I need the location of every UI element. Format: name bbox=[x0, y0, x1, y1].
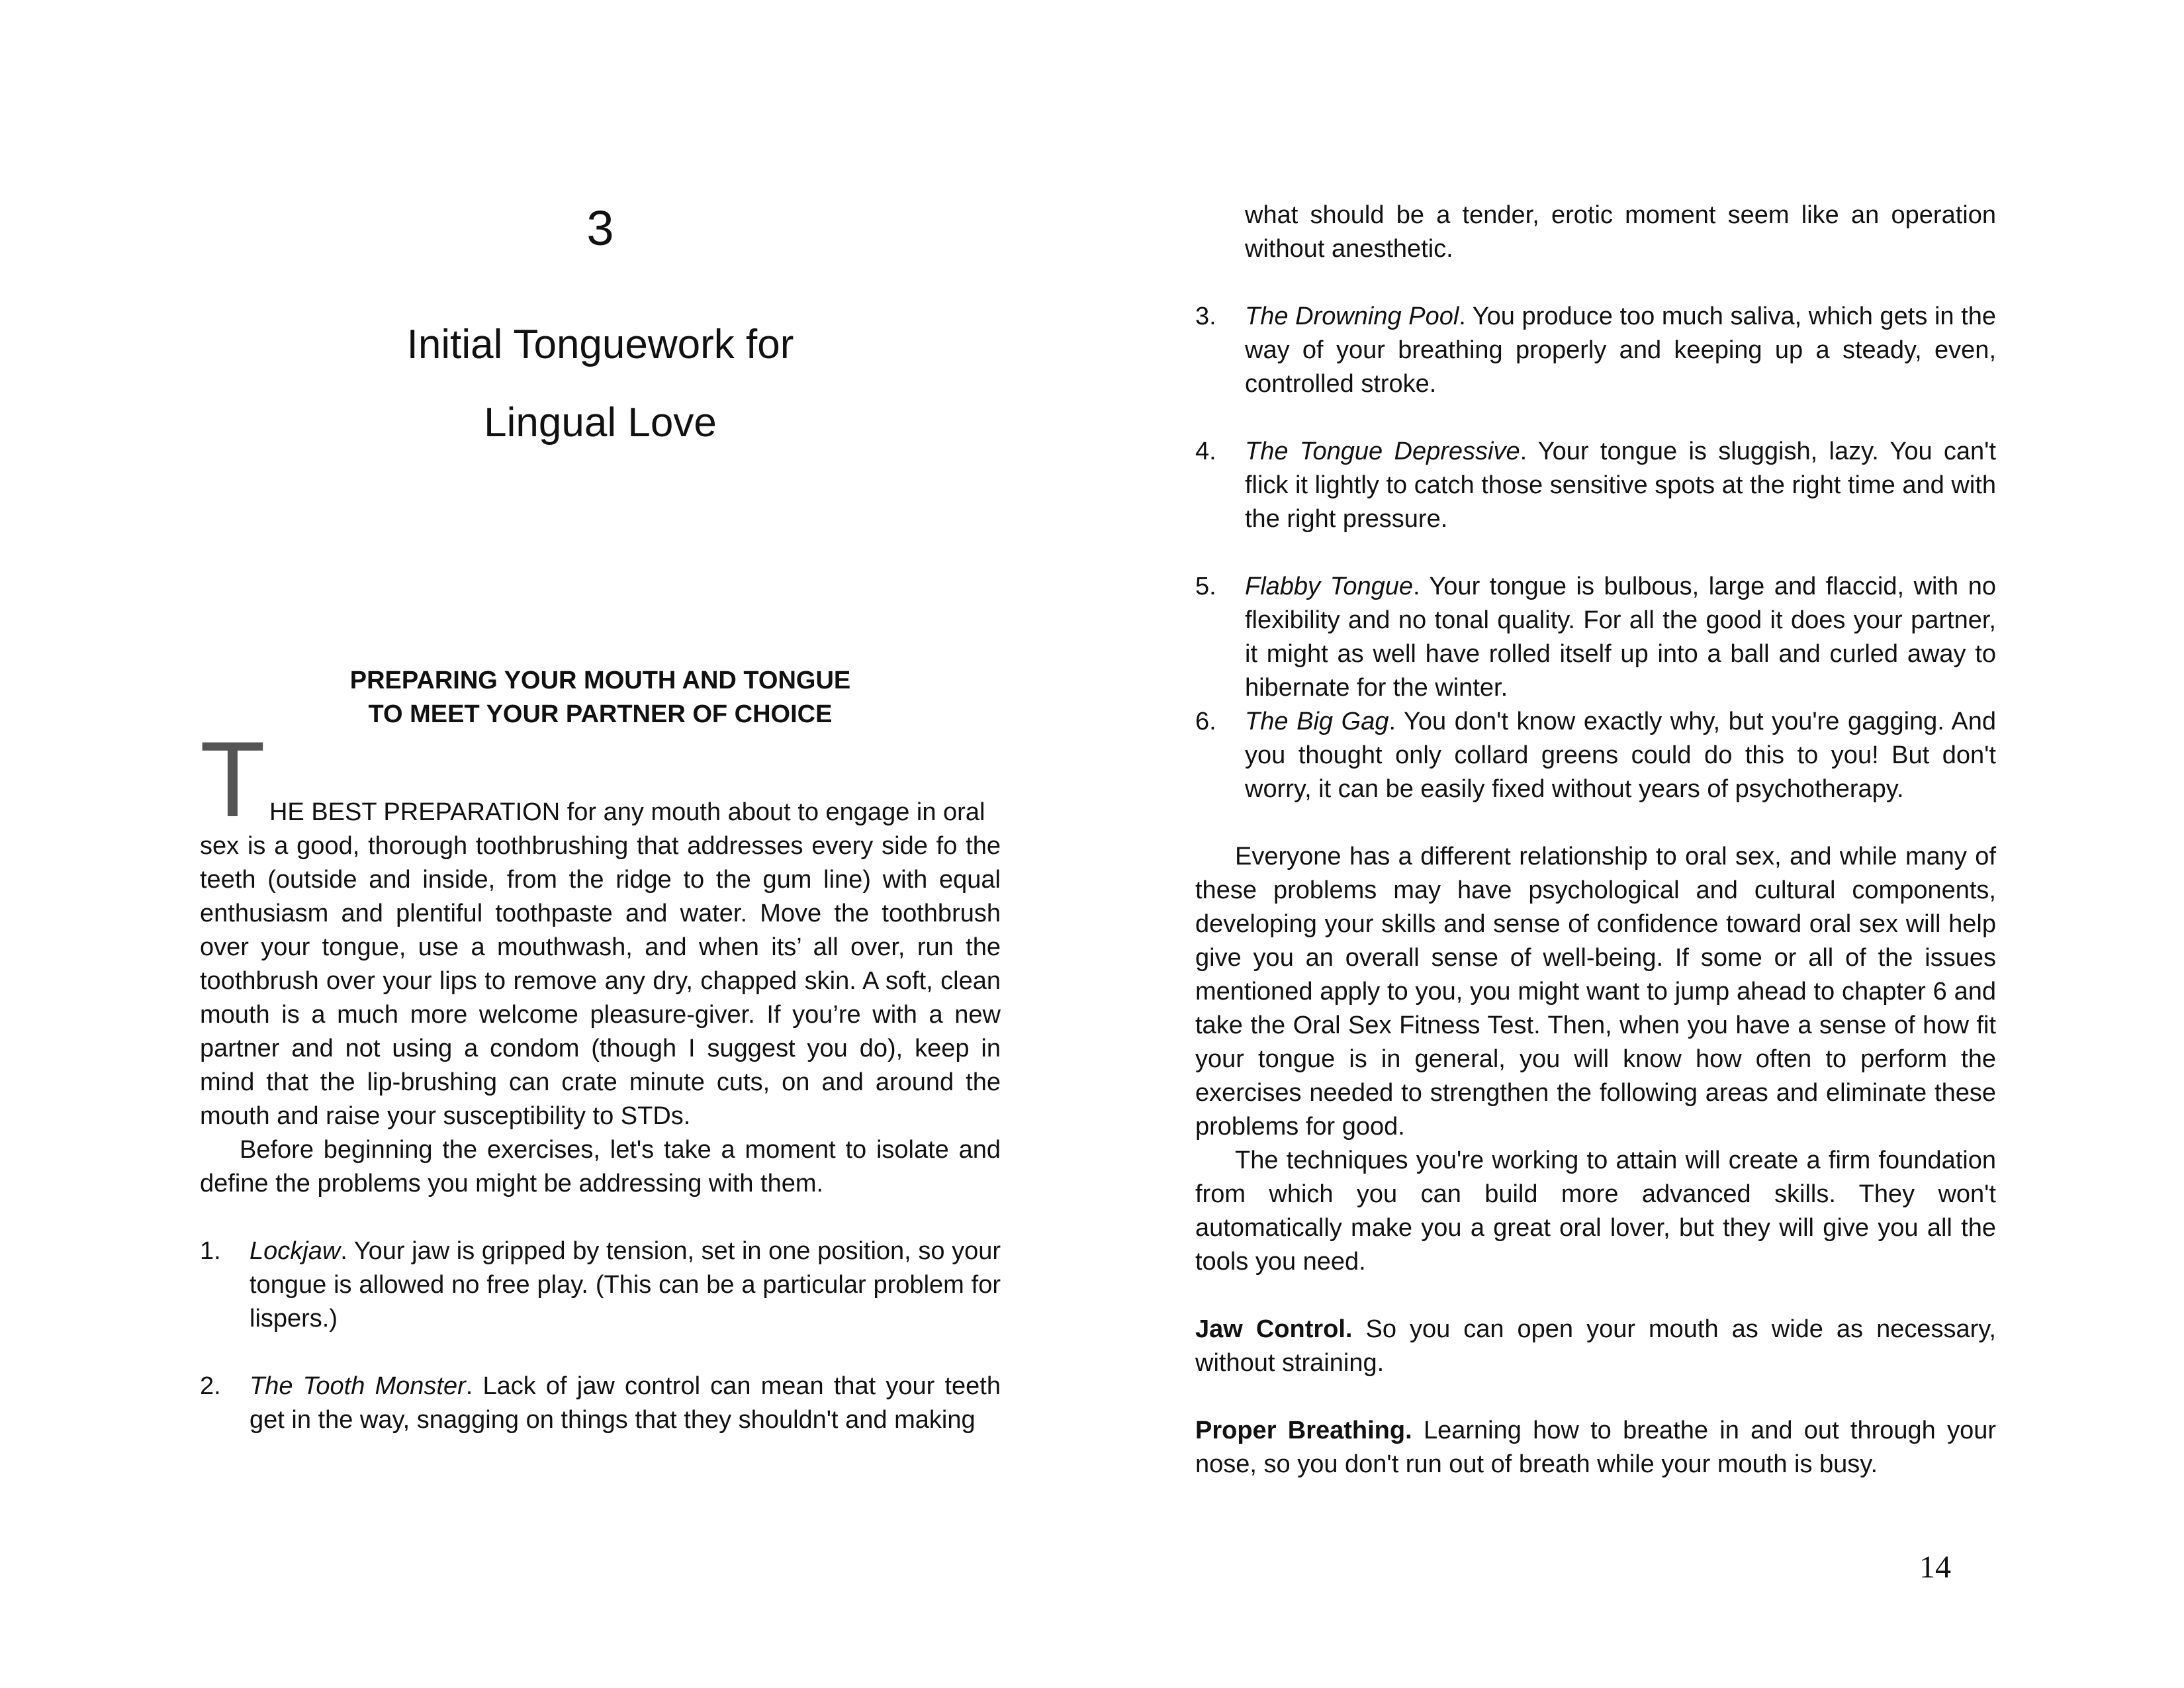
item-text: . Your tongue is bulbous, large and flaccid, with no flexibility and no tonal quality. For all the good it does your partner, it might as well have rolled itself up into a ball and curled away to hibernate for the winter. bbox=[1245, 573, 1996, 702]
problem-item-2-continued bbox=[1195, 199, 1996, 266]
skill-proper-breathing bbox=[1195, 1414, 1996, 1481]
spacer bbox=[200, 1336, 1001, 1370]
item-term: The Big Gag bbox=[1245, 708, 1389, 735]
problem-item-3 bbox=[1195, 300, 1996, 401]
item-number: 1. bbox=[200, 1237, 221, 1265]
item-term: The Tongue Depressive bbox=[1245, 438, 1520, 465]
skill-term: Jaw Control. bbox=[1195, 1315, 1353, 1343]
spacer bbox=[1195, 536, 1996, 570]
section-heading-line1: PREPARING YOUR MOUTH AND TONGUE bbox=[349, 667, 851, 694]
foundation-paragraph: The techniques you're working to attain will create a firm foundation from which you can build more advanced skills. They won't automatically make you a great oral lover, but they will give you all the tools you need. bbox=[1195, 1147, 1996, 1276]
spacer bbox=[1195, 1380, 1996, 1414]
item-number: 2. bbox=[200, 1372, 221, 1400]
intro-paragraph bbox=[200, 720, 1001, 1133]
item-text: . Your jaw is gripped by tension, set in one position, so your tongue is allowed no free play. (This can be a particular problem for lispers.) bbox=[250, 1237, 1001, 1333]
item-number: 4. bbox=[1195, 438, 1216, 465]
spacer bbox=[1195, 1279, 1996, 1313]
problem-item-5 bbox=[1195, 570, 1996, 705]
item-text: . Your tongue is sluggish, lazy. You can't flick it lightly to catch those sensitive spots at the right time and with the right pressure. bbox=[1245, 438, 1996, 533]
chapter-number: 3 bbox=[586, 201, 614, 256]
item-term: The Tooth Monster bbox=[250, 1372, 466, 1400]
problem-item-2 bbox=[200, 1370, 1001, 1437]
skill-text: Learning how to breathe in and out through your nose, so you don't run out of breath while your mouth is busy. bbox=[1195, 1417, 1996, 1478]
item-text: . Lack of jaw control can mean that your teeth get in the way, snagging on things that they shouldn't and making bbox=[250, 1372, 1001, 1434]
problem-item-4 bbox=[1195, 435, 1996, 536]
item-number: 6. bbox=[1195, 708, 1216, 735]
intro-block bbox=[200, 720, 1001, 1437]
spacer bbox=[1195, 266, 1996, 300]
problem-item-6 bbox=[1195, 705, 1996, 806]
spacer bbox=[200, 1201, 1001, 1235]
intro-first-line: HE BEST PREPARATION for any mouth about to engage in oral bbox=[269, 798, 985, 826]
item-text-continued: what should be a tender, erotic moment seem like an operation without anesthetic. bbox=[1245, 201, 1996, 263]
skill-term: Proper Breathing. bbox=[1195, 1417, 1412, 1444]
spacer bbox=[1195, 401, 1996, 435]
item-number: 5. bbox=[1195, 573, 1216, 600]
intro-rest: sex is a good, thorough toothbrushing that addresses every side fo the teeth (outside and inside, from the ridge to the gum line) with equal enthusiasm and plentiful toothpaste and water. Move the toothbrush over your tongue, use a mouthwash, and when its’ all over, run the toothbrush over your lips to remove any dry, chapped skin. A soft, clean mouth is a much more welcome pleasure-giver. If you’re with a new partner and not using a condom (though I suggest you do), keep in mind that the lip-brushing can crate minute cuts, on and around the mouth and raise your susceptibility to STDs. bbox=[200, 832, 1001, 1130]
chapter-title-line2: Lingual Love bbox=[484, 400, 717, 445]
item-text: . You don't know exactly why, but you're gagging. And you thought only collard greens could do this to you! But don't worry, it can be easily fixed without years of psychotherapy. bbox=[1245, 708, 1996, 803]
item-term: Lockjaw bbox=[250, 1237, 341, 1265]
chapter-title-line1: Initial Tonguework for bbox=[406, 322, 794, 367]
item-term: Flabby Tongue bbox=[1245, 573, 1414, 600]
page-number: 14 bbox=[1919, 1550, 1951, 1585]
chapter-title bbox=[200, 306, 1001, 462]
drop-cap: T bbox=[200, 720, 265, 839]
skill-text: So you can open your mouth as wide as necessary, without straining. bbox=[1195, 1315, 1996, 1377]
item-number: 3. bbox=[1195, 303, 1216, 330]
section-heading-line2: TO MEET YOUR PARTNER OF CHOICE bbox=[368, 700, 833, 728]
item-text: . You produce too much saliva, which gets in the way of your breathing properly and keeping up a steady, even, controlled stroke. bbox=[1245, 303, 1996, 398]
overview-paragraph: Everyone has a different relationship to oral sex, and while many of these problems may have psychological and cultural components, developing your skills and sense of confidence toward oral sex will help give you an overall sense of well-being. If some or all of the issues mentioned apply to you, you might want to jump ahead to chapter 6 and take the Oral Sex Fitness Test. Then, when you have a sense of how fit your tongue is in general, you will know how often to perform the exercises needed to strengthen the following areas and eliminate these problems for good. bbox=[1195, 843, 1996, 1141]
right-page bbox=[1195, 199, 1996, 1481]
section-heading bbox=[200, 664, 1001, 731]
skill-jaw-control bbox=[1195, 1313, 1996, 1380]
intro-paragraph-2: Before beginning the exercises, let's take a moment to isolate and define the problems you might be addressing with them. bbox=[200, 1136, 1001, 1197]
item-term: The Drowning Pool bbox=[1245, 303, 1459, 330]
spacer bbox=[1195, 806, 1996, 840]
problem-item-1 bbox=[200, 1235, 1001, 1336]
